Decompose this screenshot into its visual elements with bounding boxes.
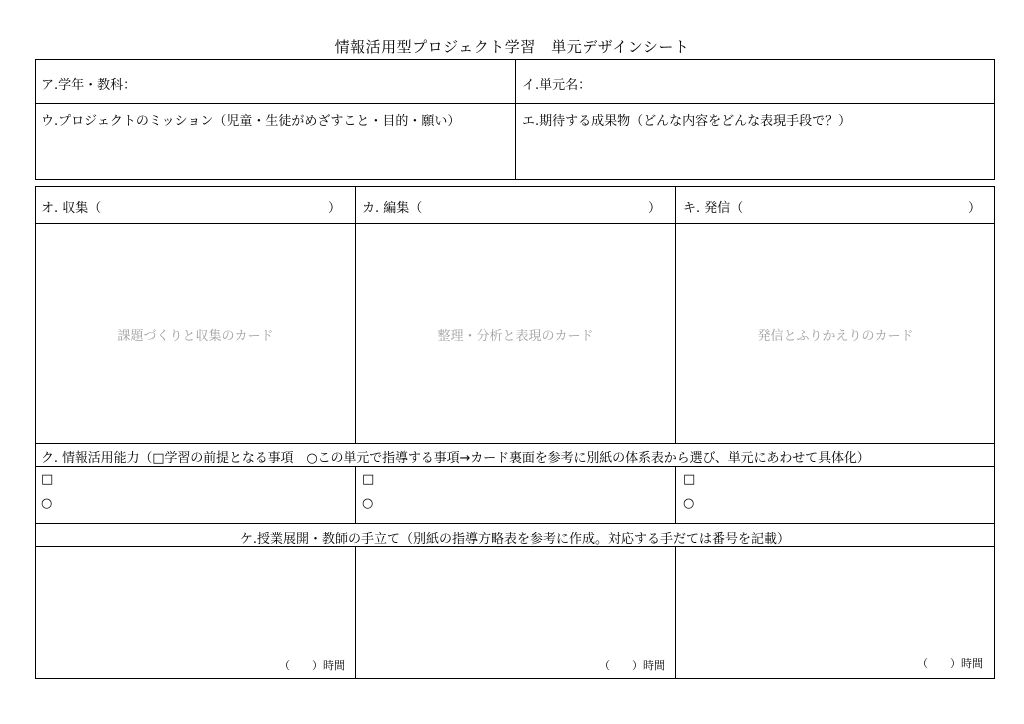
collect-target-mark: ○ bbox=[41, 496, 53, 511]
collect-hours bbox=[279, 657, 345, 673]
collect-hours-open: （ bbox=[279, 659, 290, 672]
edit-heading-close: ） bbox=[648, 201, 662, 216]
grade-subject-label: ア.学年・教科： bbox=[41, 78, 137, 93]
sheet-title: 情報活用型プロジェクト学習 単元デザインシート bbox=[334, 38, 690, 56]
publish-hours-close: ）時間 bbox=[950, 657, 983, 670]
edit-hours bbox=[599, 657, 665, 673]
ability-top-divider bbox=[35, 443, 995, 444]
outcome-label: エ.期待する成果物（どんな内容をどんな表現手段で？） bbox=[522, 114, 852, 129]
edit-target-mark: ○ bbox=[362, 496, 374, 511]
collect-hours-close: ）時間 bbox=[312, 659, 345, 672]
column-divider-1a bbox=[355, 186, 356, 443]
column-divider-2a bbox=[675, 186, 676, 443]
column-divider-2b bbox=[675, 466, 676, 523]
collect-heading-close: ） bbox=[328, 201, 342, 216]
ability-label: ク. 情報活用能力（□学習の前提となる事項 ○この単元で指導する事項→カード裏面を参考に別紙の体系表から選び、単元にあわせて具体化） bbox=[41, 451, 870, 466]
publish-card-area: 発信とふりかえりのカード bbox=[757, 329, 914, 344]
publish-hours-open: （ bbox=[917, 657, 928, 670]
publish-prereq-mark: □ bbox=[683, 472, 696, 487]
collect-heading: オ. 収集（ bbox=[41, 201, 102, 216]
collect-card-area: 課題づくりと収集のカード bbox=[117, 329, 274, 344]
unit-name-label: イ.単元名： bbox=[522, 78, 592, 93]
collect-prereq-mark: □ bbox=[41, 472, 54, 487]
edit-prereq-mark: □ bbox=[362, 472, 375, 487]
column-divider-1c bbox=[355, 546, 356, 679]
ability-bottom-divider bbox=[35, 466, 995, 467]
mission-label: ウ.プロジェクトのミッション（児童・生徒がめざすこと・目的・願い） bbox=[41, 114, 461, 129]
main-section bbox=[35, 186, 995, 679]
top-center-divider bbox=[515, 59, 516, 180]
publish-heading: キ. 発信（ bbox=[683, 201, 744, 216]
edit-card-area: 整理・分析と表現のカード bbox=[437, 329, 594, 344]
lesson-top-divider bbox=[35, 523, 995, 524]
edit-hours-open: （ bbox=[599, 659, 610, 672]
heading-divider bbox=[35, 223, 995, 224]
column-divider-1b bbox=[355, 466, 356, 523]
publish-target-mark: ○ bbox=[683, 496, 695, 511]
edit-heading: カ. 編集（ bbox=[362, 201, 423, 216]
publish-heading-close: ） bbox=[968, 201, 982, 216]
lesson-label: ケ.授業展開・教師の手立て（別紙の指導方略表を参考に作成。対応する手だては番号を記載） bbox=[239, 532, 791, 547]
edit-hours-close: ）時間 bbox=[632, 659, 665, 672]
column-divider-2c bbox=[675, 546, 676, 679]
publish-hours bbox=[917, 655, 983, 671]
